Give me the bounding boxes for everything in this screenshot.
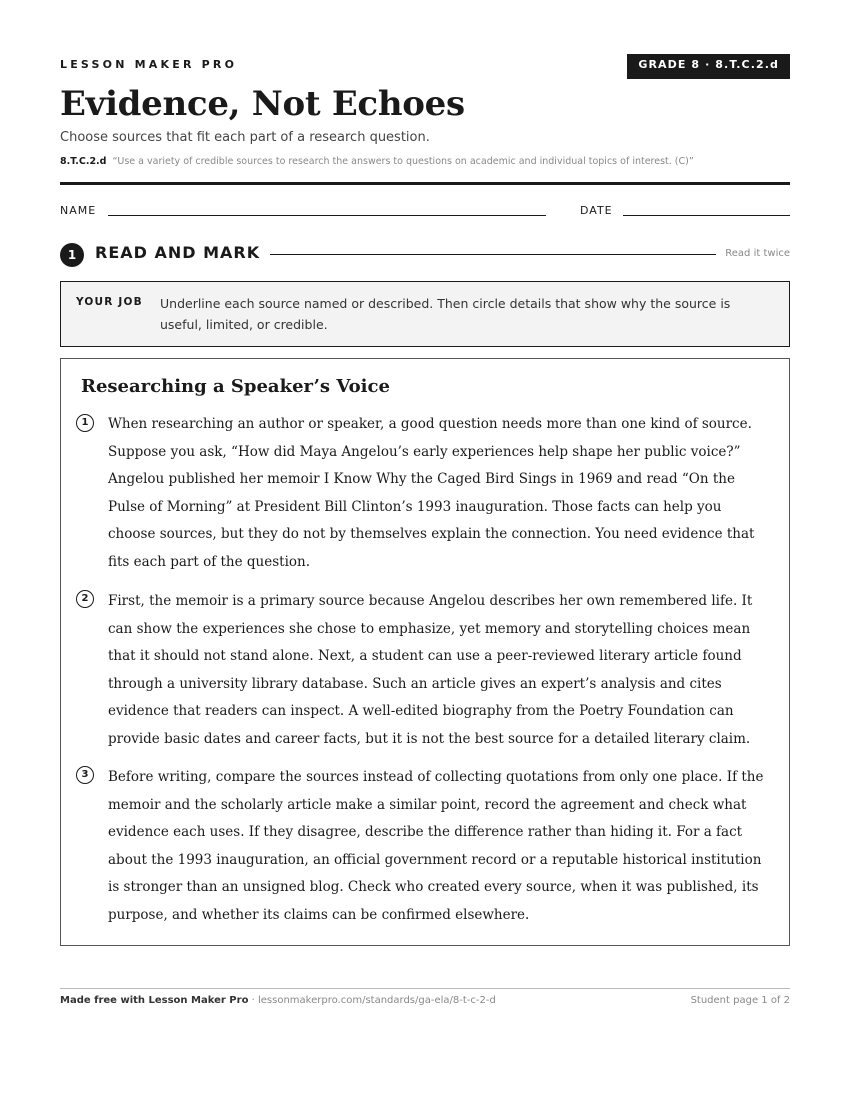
instructions-text: Underline each source named or described. Then circle details that show why the source is useful, limited, or credible.: [160, 296, 731, 332]
instructions-box: [60, 281, 790, 347]
standard-text: “Use a variety of credible sources to research the answers to questions on academic and individual topics of interest. (C)”: [112, 156, 694, 167]
paragraph-2: First, the memoir is a primary source because Angelou describes her own remembered life. It can show the experiences she chose to emphasize, yet memory and storytelling choices mean that it should not stand alone. Next, a student can use a peer-reviewed literary article found through a university library database. Such an article gives an expert’s analysis and cites evidence that readers can inspect. A well-edited biography from the Poetry Foundation can provide basic dates and career facts, but it is not the best source for a detailed literary claim.: [108, 593, 753, 747]
brand-name: LESSON MAKER PRO: [60, 58, 238, 71]
header-divider: [60, 182, 790, 185]
section-number-badge: 1: [60, 243, 84, 267]
standard-code: 8.T.C.2.d: [60, 156, 107, 167]
footer-credit: [60, 995, 496, 1006]
footer-url[interactable]: · lessonmakerpro.com/standards/ga-ela/8-t-c-2-d: [251, 995, 496, 1006]
paragraph-number-3: 3: [76, 766, 94, 784]
page-title: Evidence, Not Echoes: [60, 84, 465, 124]
page-subtitle: Choose sources that fit each part of a research question.: [60, 130, 430, 145]
footer-divider: [60, 988, 790, 989]
reading-passage: [60, 358, 790, 946]
date-label: DATE: [580, 204, 613, 217]
name-label: NAME: [60, 204, 97, 217]
footer-page-number: Student page 1 of 2: [690, 995, 790, 1006]
paragraph-3: Before writing, compare the sources instead of collecting quotations from only one place. If the memoir and the scholarly article make a similar point, record the agreement and check what evidence each uses. If they disagree, describe the difference rather than hiding it. For a fact about the 1993 inauguration, an official government record or a reputable historical institution is stronger than an unsigned blog. Check who created every source, when it was published, its purpose, and whether its claims can be confirmed elsewhere.: [108, 769, 764, 923]
footer-made-with: Made free with Lesson Maker Pro: [60, 995, 249, 1006]
standard-line: [60, 156, 694, 167]
grade-badge: GRADE 8 · 8.T.C.2.d: [627, 54, 790, 79]
name-field[interactable]: [108, 215, 546, 216]
section-title: READ AND MARK: [95, 243, 261, 262]
section-divider: [270, 254, 716, 255]
paragraph-number-2: 2: [76, 590, 94, 608]
paragraph-1: When researching an author or speaker, a good question needs more than one kind of source. Suppose you ask, “How did Maya Angelou’s early experiences help shape her public voice?” Angelou published her memoir I Know Why the Caged Bird Sings in 1969 and read “On the Pulse of Morning” at President Bill Clinton’s 1993 inauguration. Those facts can help you choose sources, but they do not by themselves explain the connection. You need evidence that fits each part of the question.: [108, 416, 755, 570]
paragraph-number-1: 1: [76, 414, 94, 432]
date-field[interactable]: [623, 215, 790, 216]
instructions-label: YOUR JOB: [76, 296, 143, 308]
section-note: Read it twice: [725, 248, 790, 259]
passage-title: Researching a Speaker’s Voice: [81, 376, 390, 397]
